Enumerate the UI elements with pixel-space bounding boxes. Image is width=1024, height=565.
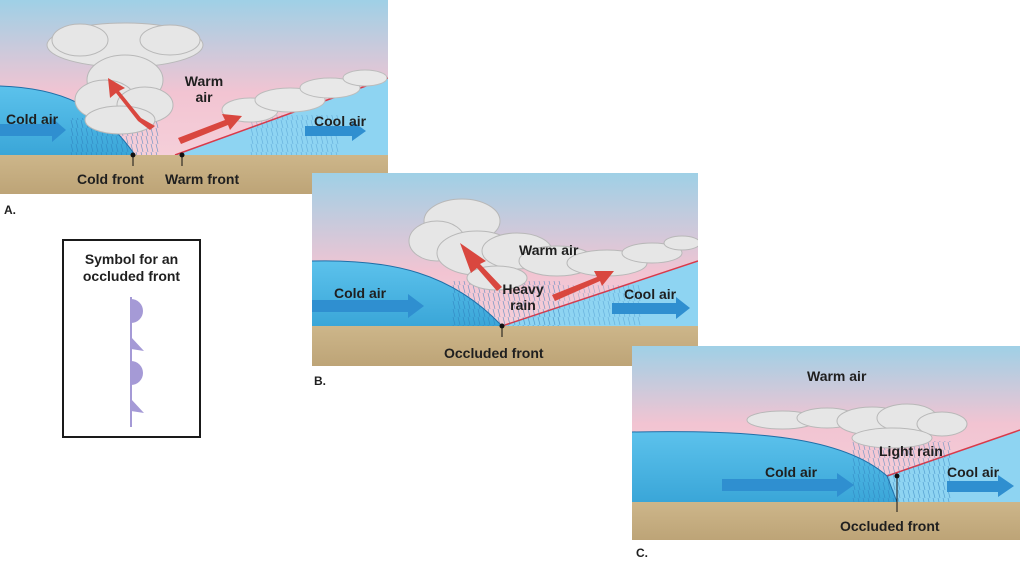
panel-a [0,0,388,194]
warm-front-label: Warm front [165,171,240,187]
occluded-front-label: Occluded front [840,518,940,534]
occluded-front-label: Occluded front [444,345,544,361]
semicircle-icon [131,299,143,323]
cold-air-label: Cold air [765,464,818,480]
legend-title: Symbol for an occluded front [82,251,181,284]
light-rain-label: Light rain [879,443,943,459]
warm-air-label: Warm air [184,73,224,105]
pointer-dot [895,474,900,479]
semicircle-icon [131,361,143,385]
cold-air-label: Cold air [6,111,59,127]
cold-front-label: Cold front [77,171,144,187]
pointer-dot [131,153,136,158]
cool-air-label: Cool air [624,286,677,302]
panel-c-letter: C. [636,546,648,560]
panel-b [312,173,698,366]
occluded-front-symbol-legend [62,239,201,438]
panel-c [632,346,1020,540]
panel-a-letter: A. [4,203,16,217]
ground [632,502,1020,540]
panel-b-letter: B. [314,374,326,388]
heavy-rain-label: Heavy rain [502,281,544,313]
warm-air-label: Warm air [519,242,579,258]
warm-air-label: Warm air [807,368,867,384]
triangle-icon [131,399,144,413]
triangle-icon [131,337,144,351]
pointer-dot [180,153,185,158]
panel-b-illustration [312,173,698,366]
pointer-dot [500,324,505,329]
cold-air-label: Cold air [334,285,387,301]
cool-air-label: Cool air [947,464,1000,480]
cool-air-label: Cool air [314,113,367,129]
occluded-front-symbol [64,241,199,436]
